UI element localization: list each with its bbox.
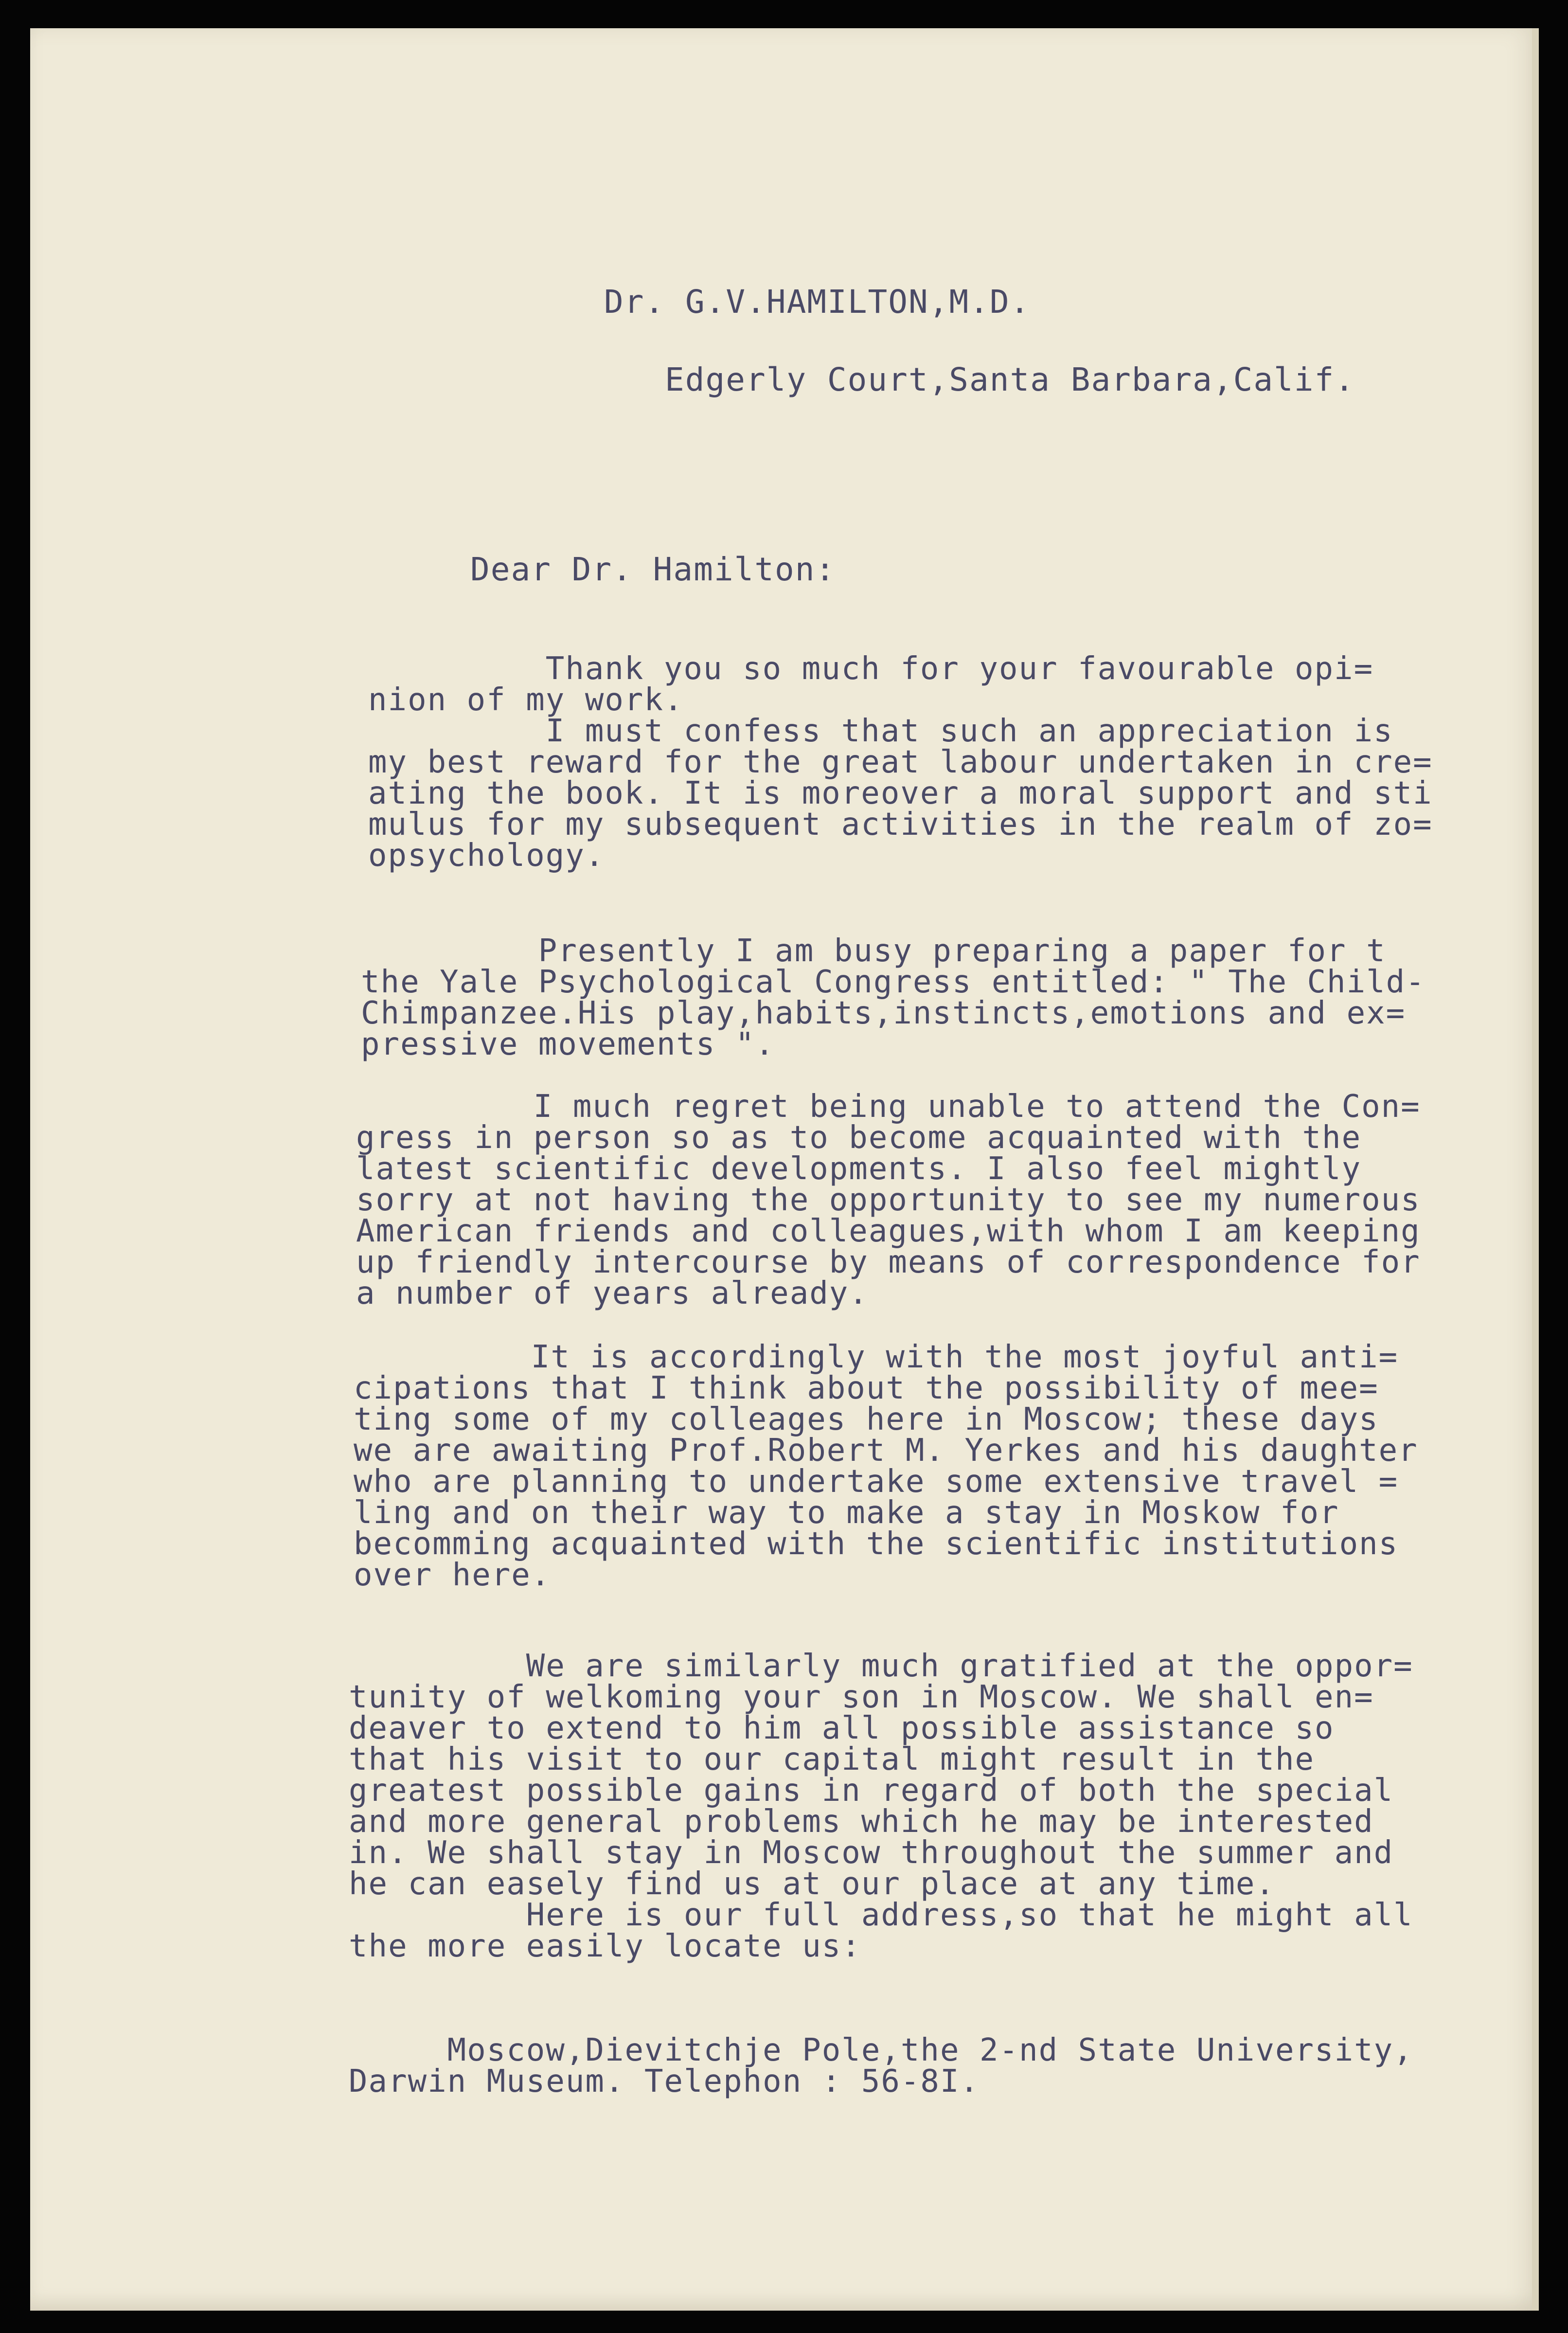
text-line: the more easily locate us:: [349, 1928, 861, 1964]
text-line: the Yale Psychological Congress entitled: " The Child-: [361, 964, 1425, 1000]
text-line: Moscow,Dievitchje Pole,the 2-nd State University,: [349, 2032, 1413, 2068]
text-line: pressive movements ".: [361, 1026, 775, 1062]
text-line: Here is our full address,so that he might all: [349, 1897, 1413, 1933]
text-line: a number of years already.: [356, 1275, 869, 1311]
text-line: Darwin Museum. Telephon : 56-8I.: [349, 2064, 980, 2100]
text-line: I much regret being unable to attend the Con=: [356, 1089, 1421, 1125]
letter-sheet: [30, 28, 1539, 2311]
text-line: latest scientific developments. I also feel mightly: [356, 1151, 1362, 1187]
text-line: he can easely find us at our place at any time.: [349, 1866, 1275, 1902]
text-line: opsychology.: [368, 838, 605, 874]
text-line: Thank you so much for your favourable opi=: [368, 651, 1374, 687]
text-line: over here.: [354, 1557, 551, 1593]
salutation: Dear Dr. Hamilton:: [470, 551, 836, 588]
text-line: becomming acquainted with the scientific institutions: [354, 1526, 1399, 1562]
letter-body: [30, 28, 1539, 2311]
text-line: deaver to extend to him all possible assistance so: [349, 1710, 1335, 1746]
text-line: ling and on their way to make a stay in Moskow for: [354, 1495, 1339, 1531]
text-line: I must confess that such an appreciation is: [368, 713, 1393, 749]
text-line: in. We shall stay in Moscow throughout the summer and: [349, 1835, 1394, 1871]
recipient-address: Edgerly Court,Santa Barbara,Calif.: [665, 361, 1355, 398]
text-line: American friends and colleagues,with whom I am keeping: [356, 1213, 1421, 1249]
text-line: who are planning to undertake some extensive travel =: [354, 1464, 1399, 1500]
recipient-name: Dr. G.V.HAMILTON,M.D.: [604, 283, 1031, 321]
text-line: we are awaiting Prof.Robert M. Yerkes and his daughter: [354, 1433, 1418, 1469]
text-line: cipations that I think about the possibility of mee=: [354, 1370, 1379, 1406]
text-line: sorry at not having the opportunity to see my numerous: [356, 1182, 1421, 1218]
text-line: ating the book. It is moreover a moral support and sti: [368, 775, 1433, 811]
text-line: ting some of my colleages here in Moscow; these days: [354, 1401, 1379, 1437]
text-line: and more general problems which he may be interested: [349, 1804, 1374, 1840]
text-line: nion of my work.: [368, 682, 684, 718]
text-line: that his visit to our capital might result in the: [349, 1741, 1315, 1777]
text-line: my best reward for the great labour undertaken in cre=: [368, 744, 1433, 780]
text-line: We are similarly much gratified at the oppor=: [349, 1648, 1413, 1684]
text-line: mulus for my subsequent activities in the realm of zo=: [368, 807, 1433, 843]
text-line: up friendly intercourse by means of correspondence for: [356, 1244, 1421, 1280]
text-line: It is accordingly with the most joyful anti=: [354, 1339, 1399, 1375]
text-line: Chimpanzee.His play,habits,instincts,emotions and ex=: [361, 995, 1406, 1031]
text-line: greatest possible gains in regard of both the special: [349, 1773, 1394, 1809]
text-line: tunity of welkoming your son in Moscow. We shall en=: [349, 1679, 1374, 1715]
text-line: Presently I am busy preparing a paper for t: [361, 933, 1386, 969]
text-line: gress in person so as to become acquainted with the: [356, 1120, 1362, 1156]
